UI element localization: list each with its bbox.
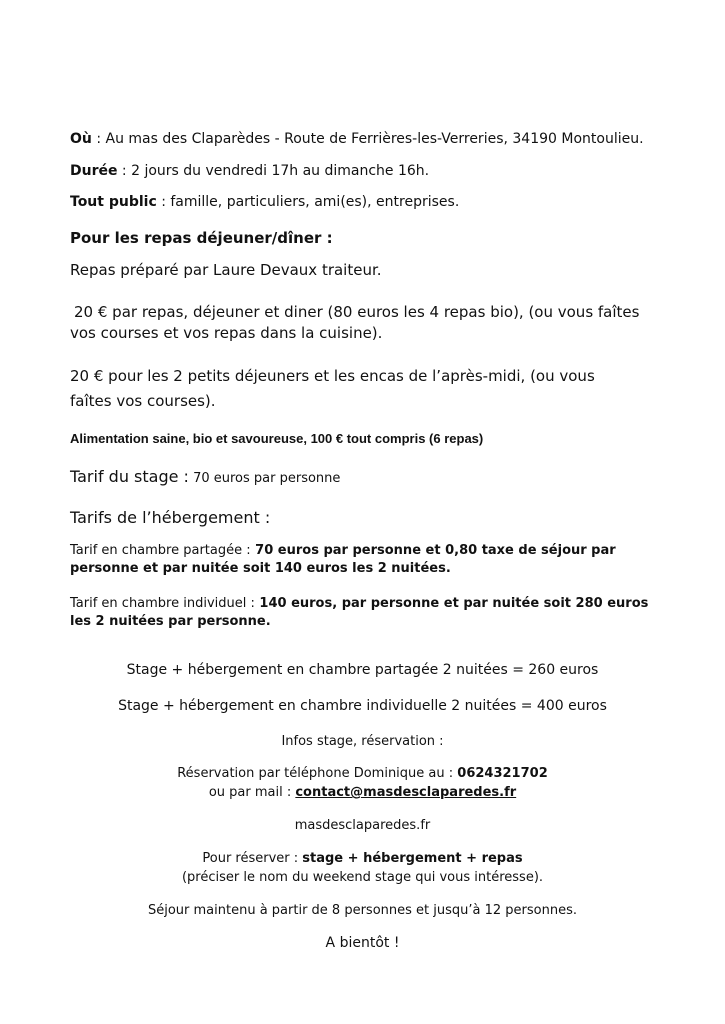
breakfast-price-line-1: 20 € pour les 2 petits déjeuners et les encas de l’après-midi, (ou vous xyxy=(70,367,595,385)
duration-label: Durée xyxy=(70,163,118,179)
reserve-items: stage + hébergement + repas xyxy=(302,851,523,866)
lodging-single-line-1 xyxy=(70,596,648,611)
contact-heading: Infos stage, réservation : xyxy=(281,734,444,749)
stage-tarif-label: Tarif du stage : xyxy=(70,467,189,486)
lodging-single-value-1: 140 euros, par personne et par nuitée soit 280 euros xyxy=(254,596,649,611)
audience-label: Tout public xyxy=(70,194,157,210)
location-line xyxy=(70,131,644,147)
meals-price-line-1: 20 € par repas, déjeuner et diner (80 euros les 4 repas bio), (ou vous faîtes xyxy=(74,303,640,321)
location-text: : Au mas des Claparèdes - Route de Ferrières-les-Verreries, 34190 Montoulieu. xyxy=(91,131,644,147)
contact-mail-line xyxy=(0,785,725,800)
lodging-shared-value-2: personne et par nuitée soit 140 euros les 2 nuitées. xyxy=(70,561,451,576)
phone-number[interactable]: 0624321702 xyxy=(457,766,548,781)
closing: A bientôt ! xyxy=(325,935,400,951)
audience-text: : famille, particuliers, ami(es), entreprises. xyxy=(156,194,460,210)
mail-link[interactable]: contact@masdesclaparedes.fr xyxy=(295,785,517,800)
meals-price-line-2: vos courses et vos repas dans la cuisine). xyxy=(70,324,383,342)
reserve-text: Pour réserver : xyxy=(202,851,303,866)
contact-phone-line xyxy=(0,766,725,781)
lodging-heading: Tarifs de l’hébergement : xyxy=(70,508,271,527)
meals-caterer: Repas préparé par Laure Devaux traiteur. xyxy=(70,261,382,279)
lodging-single-value-2: les 2 nuitées par personne. xyxy=(70,614,271,629)
lodging-single-label: Tarif en chambre individuel : xyxy=(70,596,255,611)
lodging-shared-line-1 xyxy=(70,543,616,558)
group-size: Séjour maintenu à partir de 8 personnes et jusqu’à 12 personnes. xyxy=(147,903,577,918)
reserve-line xyxy=(0,851,725,866)
website-link[interactable]: masdesclaparedes.fr xyxy=(294,818,431,833)
phone-text: Réservation par téléphone Dominique au : xyxy=(177,766,458,781)
total-shared: Stage + hébergement en chambre partagée 2 nuitées = 260 euros xyxy=(126,662,599,678)
lodging-shared-value-1: 70 euros par personne et 0,80 taxe de séjour par xyxy=(250,543,616,558)
breakfast-price-line-2: faîtes vos courses). xyxy=(70,392,216,410)
meals-heading: Pour les repas déjeuner/dîner : xyxy=(70,229,333,247)
mail-text: ou par mail : xyxy=(208,785,296,800)
location-label: Où xyxy=(70,131,92,147)
total-single: Stage + hébergement en chambre individuelle 2 nuitées = 400 euros xyxy=(118,698,607,714)
lodging-shared-label: Tarif en chambre partagée : xyxy=(70,543,251,558)
audience-line xyxy=(70,194,459,210)
meals-summary: Alimentation saine, bio et savoureuse, 100 € tout compris (6 repas) xyxy=(70,431,484,446)
stage-tarif-value: 70 euros par personne xyxy=(188,471,341,486)
duration-line xyxy=(70,163,429,179)
reserve-note: (préciser le nom du weekend stage qui vous intéresse). xyxy=(181,870,544,885)
stage-tarif-line xyxy=(70,467,340,486)
duration-text: : 2 jours du vendredi 17h au dimanche 16h. xyxy=(117,163,430,179)
